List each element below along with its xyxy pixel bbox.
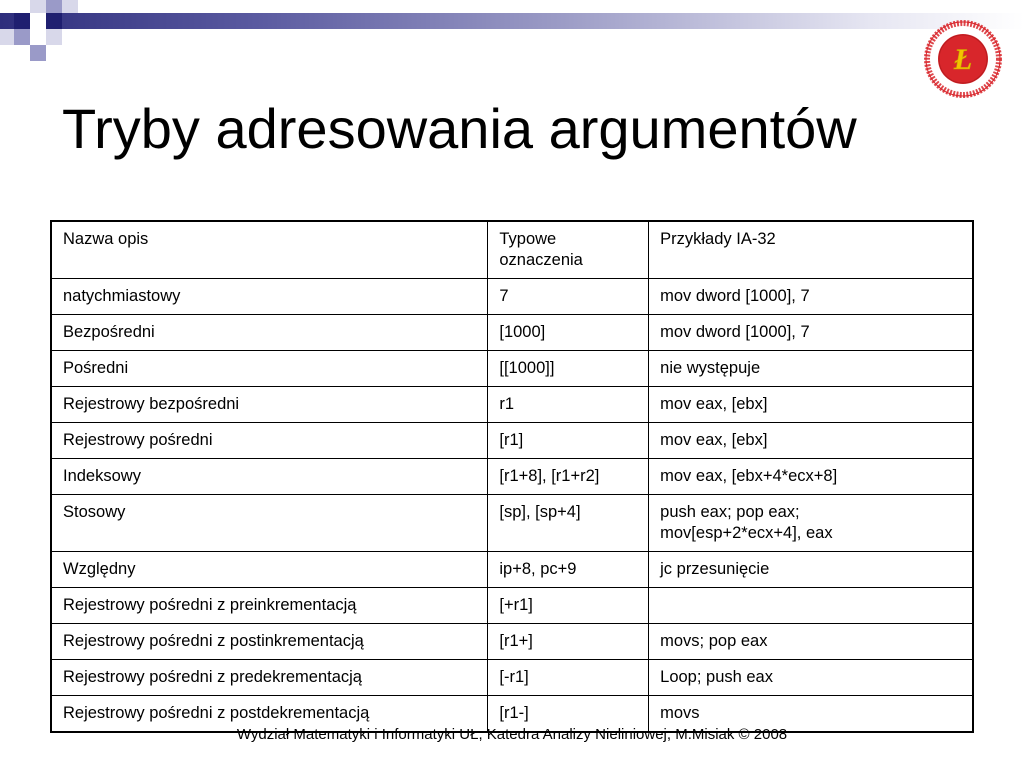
- decor-square: [46, 0, 62, 13]
- cell-notation: 7: [488, 279, 649, 315]
- cell-notation: [+r1]: [488, 588, 649, 624]
- decor-square: [30, 45, 46, 61]
- cell-mode-name: natychmiastowy: [51, 279, 488, 315]
- cell-mode-name: Rejestrowy pośredni: [51, 423, 488, 459]
- table-row: [51, 351, 973, 387]
- cell-notation: [r1+8], [r1+r2]: [488, 459, 649, 495]
- cell-mode-name: Względny: [51, 552, 488, 588]
- decor-square: [46, 13, 62, 29]
- cell-example: [649, 315, 973, 351]
- cell-example: [649, 495, 973, 552]
- table-row: [51, 624, 973, 660]
- cell-example-line: Loop; push eax: [660, 668, 773, 686]
- table-row: [51, 315, 973, 351]
- cell-notation: [-r1]: [488, 660, 649, 696]
- cell-notation: [r1]: [488, 423, 649, 459]
- cell-example-line: mov dword [1000], 7: [660, 323, 810, 341]
- cell-example-line: push eax; pop eax;: [660, 503, 800, 521]
- table-row: [51, 423, 973, 459]
- page-title: Tryby adresowania argumentów: [62, 97, 857, 160]
- cell-mode-name: Rejestrowy bezpośredni: [51, 387, 488, 423]
- cell-example-line: mov dword [1000], 7: [660, 287, 810, 305]
- cell-mode-name: Rejestrowy pośredni z predekrementacją: [51, 660, 488, 696]
- table-row: [51, 495, 973, 552]
- cell-mode-name: Rejestrowy pośredni z postdekrementacją: [51, 696, 488, 733]
- decor-square: [62, 0, 78, 13]
- table-row: [51, 660, 973, 696]
- table-row: [51, 459, 973, 495]
- cell-example-line: movs: [660, 704, 700, 722]
- cell-example-line: nie występuje: [660, 359, 761, 377]
- cell-example: [649, 459, 973, 495]
- header-band: [0, 13, 1024, 29]
- header-notation-line: Typowe: [499, 230, 557, 248]
- cell-notation: r1: [488, 387, 649, 423]
- cell-mode-name: Stosowy: [51, 495, 488, 552]
- table-row: [51, 588, 973, 624]
- cell-mode-name: Bezpośredni: [51, 315, 488, 351]
- decor-square: [14, 13, 30, 29]
- table-row: [51, 279, 973, 315]
- cell-notation: ip+8, pc+9: [488, 552, 649, 588]
- cell-example-line: mov eax, [ebx]: [660, 431, 768, 449]
- svg-text:Ł: Ł: [953, 43, 973, 76]
- cell-example: [649, 351, 973, 387]
- decor-square: [14, 29, 30, 45]
- slide-footer: Wydział Matematyki i Informatyki UŁ, Katedra Analizy Nieliniowej, M.Misiak © 2008: [236, 726, 788, 743]
- cell-notation: [sp], [sp+4]: [488, 495, 649, 552]
- cell-mode-name: Rejestrowy pośredni z preinkrementacją: [51, 588, 488, 624]
- decor-square: [46, 29, 62, 45]
- cell-example-line: mov eax, [ebx+4*ecx+8]: [660, 467, 838, 485]
- cell-example: [649, 660, 973, 696]
- addressing-modes-table: [50, 220, 974, 733]
- cell-example: [649, 387, 973, 423]
- cell-notation: [r1+]: [488, 624, 649, 660]
- cell-example-line: mov eax, [ebx]: [660, 395, 768, 413]
- cell-example: [649, 279, 973, 315]
- cell-notation: [[1000]]: [488, 351, 649, 387]
- decor-square: [30, 13, 46, 29]
- cell-example-line: jc przesunięcie: [660, 560, 770, 578]
- cell-example: [649, 588, 973, 624]
- table-row: [51, 552, 973, 588]
- header-notation: [488, 221, 649, 279]
- header-name: Nazwa opis: [51, 221, 488, 279]
- cell-mode-name: Pośredni: [51, 351, 488, 387]
- decor-square: [30, 0, 46, 13]
- cell-notation: [r1-]: [488, 696, 649, 733]
- university-seal-icon: [924, 20, 1002, 98]
- cell-notation: [1000]: [488, 315, 649, 351]
- cell-example: [649, 423, 973, 459]
- table-header-row: [51, 221, 973, 279]
- table-row: [51, 387, 973, 423]
- cell-example-line: movs; pop eax: [660, 632, 768, 650]
- cell-example-line: mov[esp+2*ecx+4], eax: [660, 524, 833, 542]
- header-notation-line: oznaczenia: [499, 251, 583, 269]
- cell-example: [649, 624, 973, 660]
- cell-example-line: [660, 595, 963, 616]
- header-example: Przykłady IA-32: [649, 221, 973, 279]
- cell-mode-name: Rejestrowy pośredni z postinkrementacją: [51, 624, 488, 660]
- cell-mode-name: Indeksowy: [51, 459, 488, 495]
- cell-example: [649, 552, 973, 588]
